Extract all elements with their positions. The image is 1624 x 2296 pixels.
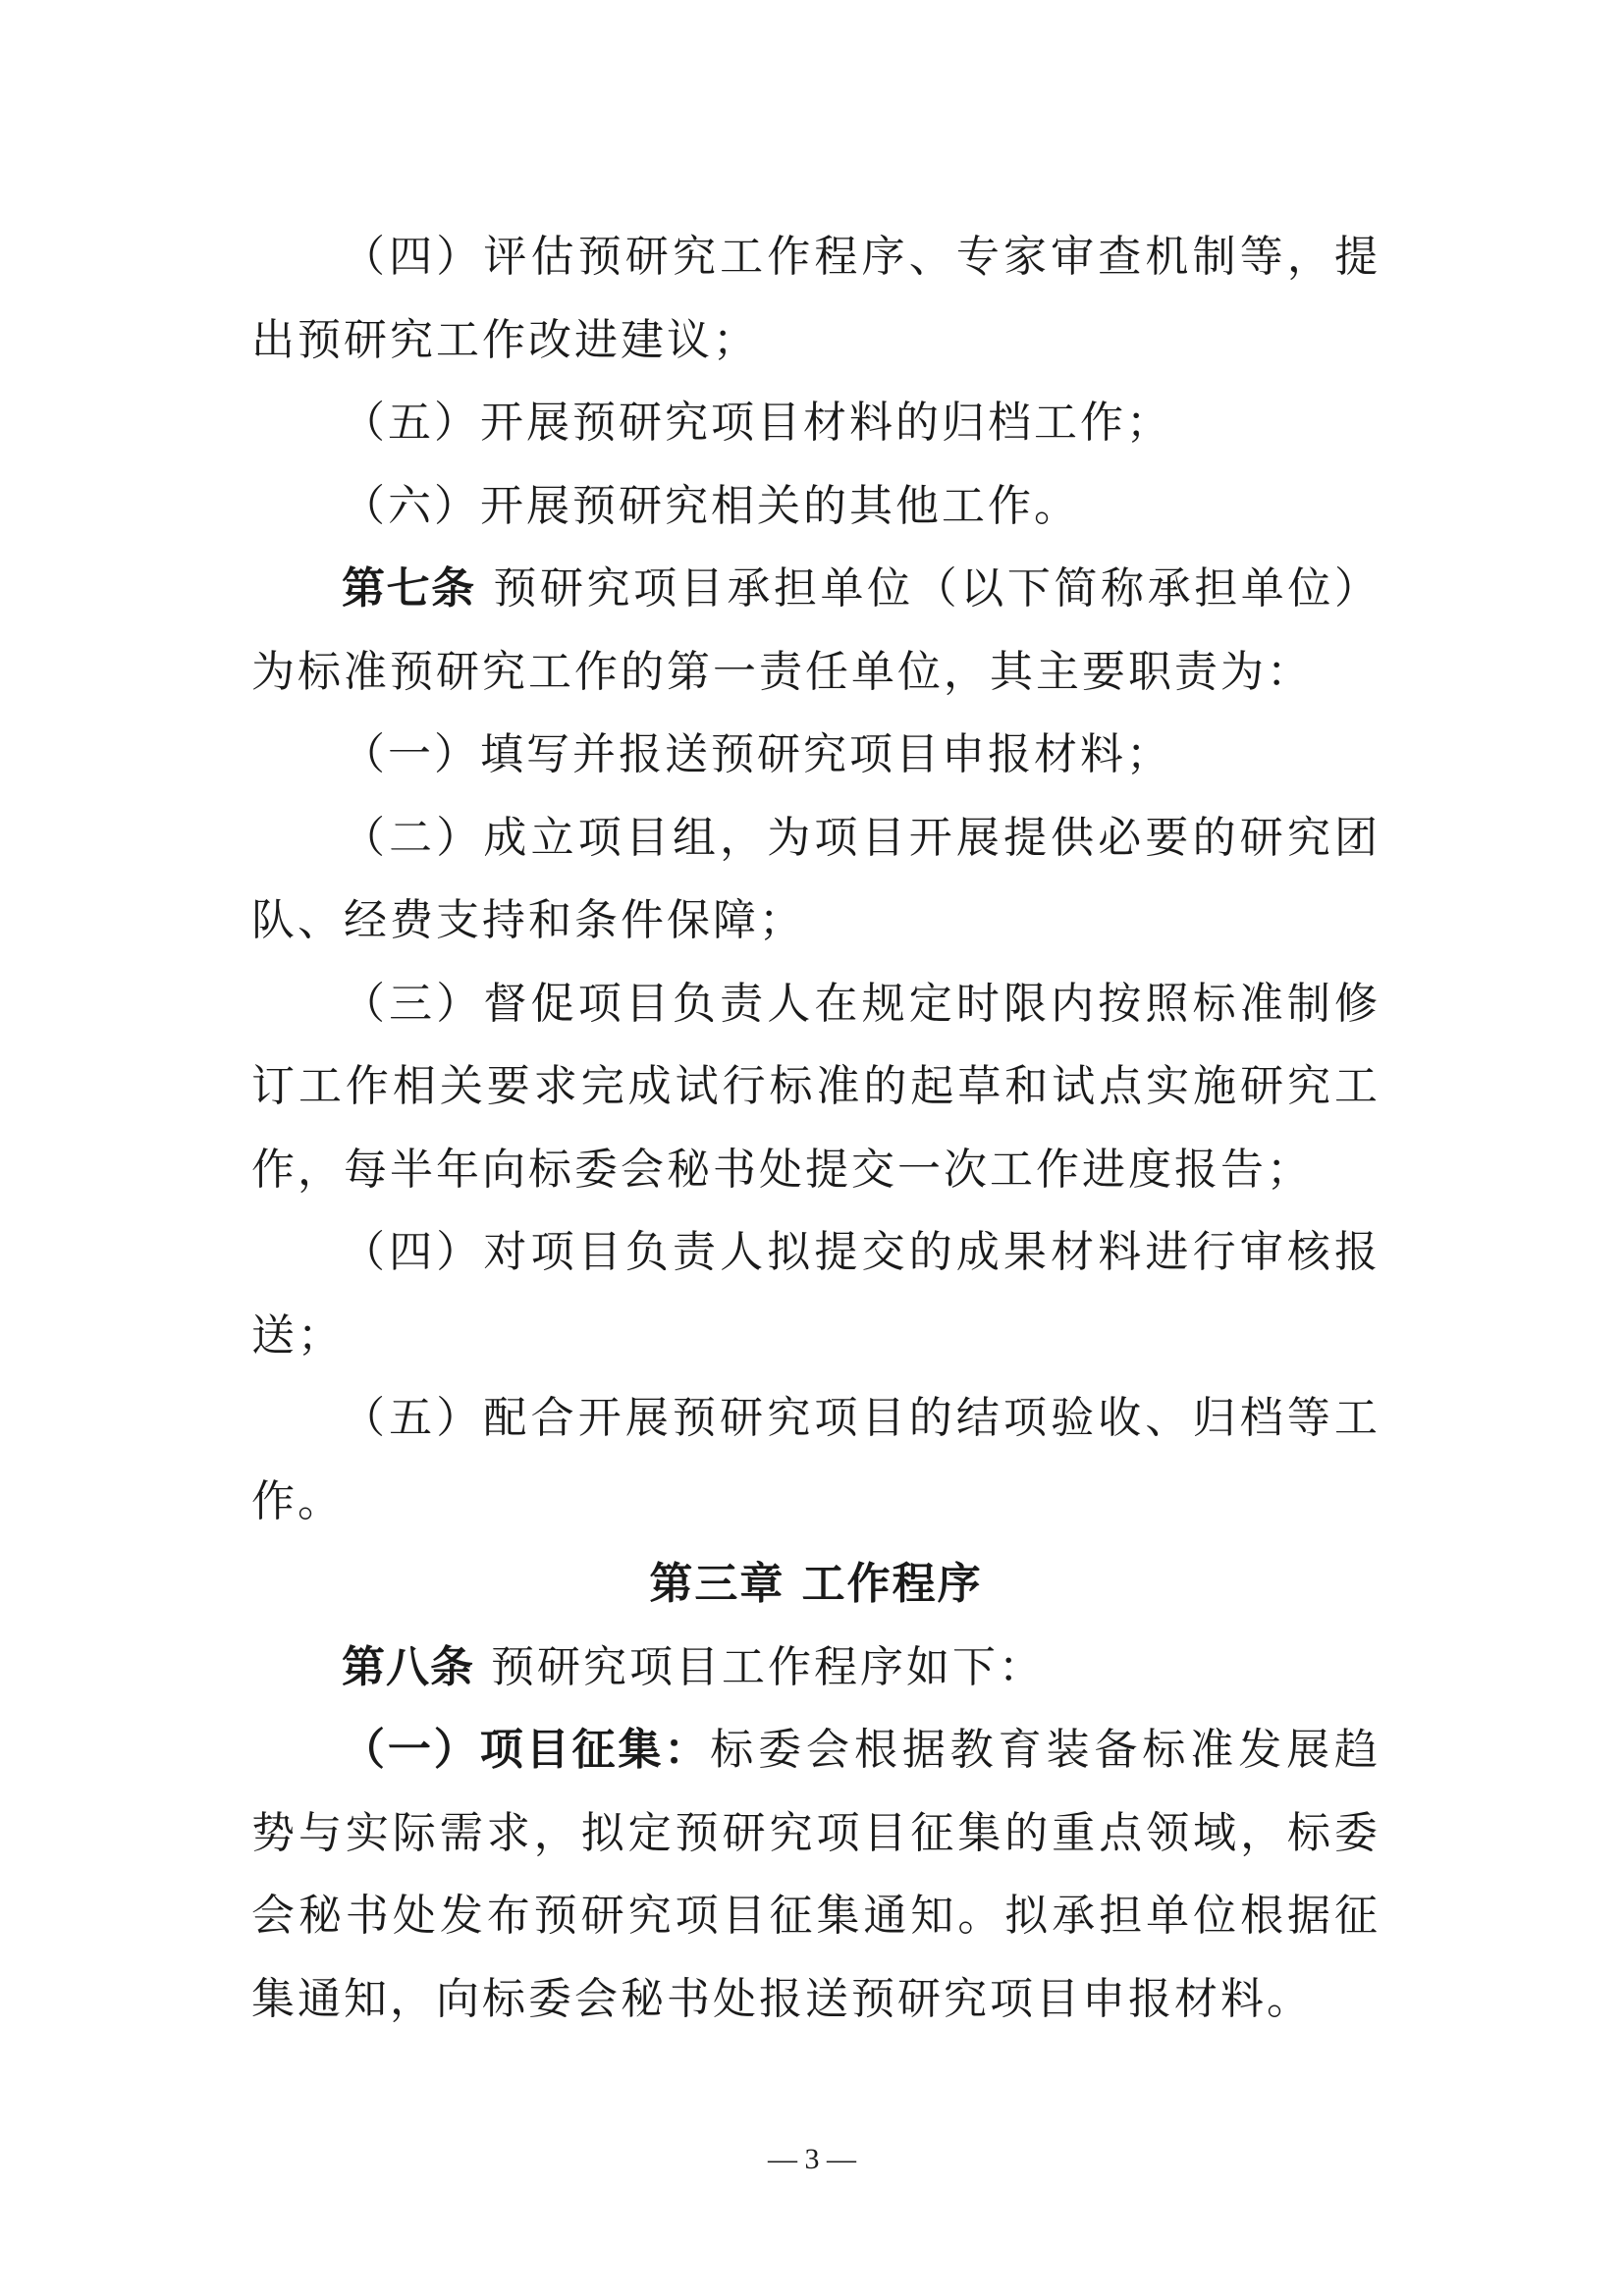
paragraph (251, 963, 1380, 1212)
paragraph-text: （五）开展预研究项目材料的归档工作； (342, 398, 1172, 448)
paragraph-text: 标委会根据教育装备标准发展趋势与实际需求，拟定预研究项目征集的重点领域，标委会秘书处发布预研究项目征集通知。拟承担单位根据征集通知，向标委会秘书处报送预研究项目申报材料。 (251, 1725, 1381, 2024)
paragraph-text: （四）评估预研究工作程序、专家审查机制等，提出预研究工作改进建议； (251, 232, 1380, 365)
paragraph-text: （六）开展预研究相关的其他工作。 (342, 480, 1080, 531)
paragraph (251, 714, 1380, 797)
article-number: 第七条 (342, 563, 476, 614)
article-8 (251, 1627, 1380, 1710)
paragraph-text: （四）对项目负责人拟提交的成果材料进行审核报送； (251, 1227, 1380, 1361)
paragraph-text: 预研究项目承担单位（以下简称承担单位）为标准预研究工作的第一责任单位，其主要职责为： (251, 563, 1380, 697)
article-number: 第八条 (342, 1641, 474, 1692)
paragraph-text: 预研究项目工作程序如下： (474, 1641, 1045, 1692)
paragraph (251, 382, 1380, 465)
paragraph (251, 1709, 1380, 2041)
paragraph-text: （二）成立项目组，为项目开展提供必要的研究团队、经费支持和条件保障； (251, 812, 1380, 945)
paragraph (251, 216, 1380, 382)
item-heading: （一）项目征集： (342, 1725, 711, 1775)
paragraph (251, 797, 1380, 963)
paragraph-text: （一）填写并报送预研究项目申报材料； (342, 729, 1172, 779)
page-number: — 3 — (768, 2143, 856, 2175)
chapter-title: 第三章 工作程序 (649, 1559, 983, 1609)
paragraph (251, 465, 1380, 549)
paragraph-text: （三）督促项目负责人在规定时限内按照标准制修订工作相关要求完成试行标准的起草和试点实施研究工作，每半年向标委会秘书处提交一次工作进度报告； (251, 978, 1380, 1195)
document-body (251, 216, 1380, 2041)
paragraph-text: （五）配合开展预研究项目的结项验收、归档等工作。 (251, 1393, 1380, 1526)
paragraph (251, 1377, 1380, 1543)
article-7 (251, 548, 1380, 714)
paragraph (251, 1211, 1380, 1377)
